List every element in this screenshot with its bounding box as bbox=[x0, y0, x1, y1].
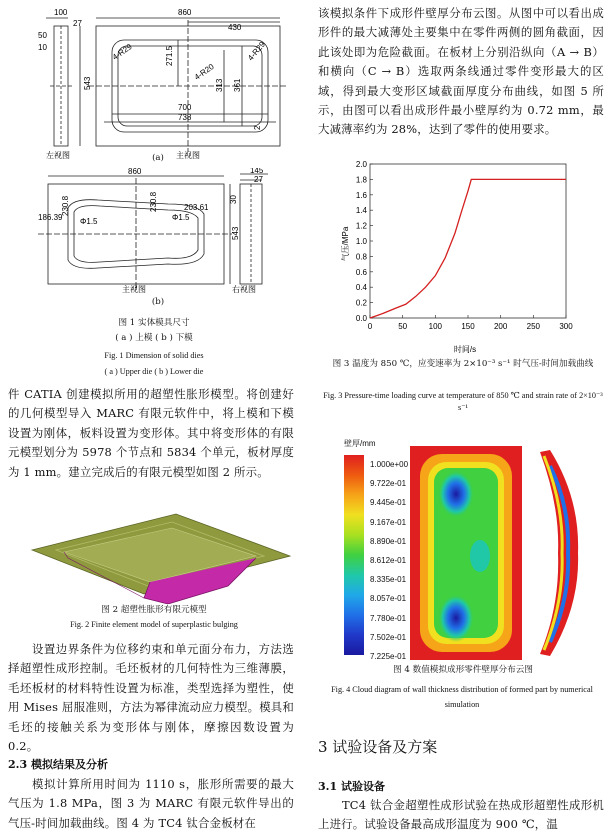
y-tick-label: 0.6 bbox=[355, 267, 367, 277]
figure-1-caption-en-sub: ( a ) Upper die ( b ) Lower die bbox=[104, 367, 204, 376]
legend-value: 7.780e-01 bbox=[370, 613, 407, 623]
legend-value: 8.612e-01 bbox=[370, 556, 407, 565]
figure-4-caption-cn: 图 4 数值模拟成形零件壁厚分布云图 bbox=[393, 665, 533, 675]
dim-phi-right: Φ1.5 bbox=[172, 213, 190, 222]
dim-430: 430 bbox=[228, 23, 242, 32]
dim-27: 27 bbox=[73, 19, 82, 28]
legend-value: 8.057e-01 bbox=[370, 594, 407, 604]
left-paragraph-2: 设置边界条件为位移约束和单元面分布力，方法选择超塑性成形控制。毛坯板材的几何特性为三维薄膜，毛坯板材的材料特性设置为标准，类型选择为塑性，使用 Mises 屈服准则，方法为幂律流动应力模型。模具和毛坯的接触关系为变形体与刚体，摩擦因数设置为 0.2。 bbox=[8, 642, 294, 754]
dim-700: 700 bbox=[178, 103, 192, 112]
dim-543-b: 543 bbox=[231, 226, 240, 240]
legend-value: 8.335e-01 bbox=[370, 575, 407, 585]
figure-1a-label: (a) bbox=[152, 153, 164, 163]
dim-313: 313 bbox=[215, 78, 224, 92]
right-view-label: 右视图 bbox=[232, 285, 256, 294]
dim-738: 738 bbox=[178, 113, 192, 122]
y-tick-label: 1.0 bbox=[355, 237, 367, 246]
right-paragraph-2: TC4 钛合金超塑性成形试验在热成形超塑性成形机上进行。试验设备最高成形温度为 900 ℃，温 bbox=[318, 798, 604, 832]
pressure-curve bbox=[370, 179, 566, 318]
section-3-heading: 3 试验设备及方案 bbox=[318, 738, 438, 756]
legend-title: 壁厚/mm bbox=[344, 439, 376, 448]
figure-2-caption-en: Fig. 2 Finite element model of superplastic bulging bbox=[70, 620, 238, 629]
dim-230-8-right: 230.8 bbox=[149, 191, 158, 212]
legend-value: 7.502e-01 bbox=[370, 632, 407, 642]
x-axis-label: 时间/s bbox=[453, 345, 477, 354]
y-tick-label: 0.2 bbox=[355, 298, 367, 308]
dim-271-5: 271.5 bbox=[165, 45, 174, 66]
x-tick-label: 300 bbox=[559, 322, 573, 331]
y-tick-label: 0.0 bbox=[355, 314, 367, 323]
right-paragraph-1: 该模拟条件下成形件壁厚分布云图。从图中可以看出成形件的最大减薄处主要集中在零件两侧的圆角截面，因此该处即为危险截面。在板材上分别沿纵向（A → B）和横向（C → B）选取两条线通过零件变形最大的区域，得到最大变形区域截面厚度分布曲线，如图 5 所示，由图可以看出成形件最小壁厚约为 0.72 mm，最大减薄率约为 28%，达到了零件的使用要求。 bbox=[318, 6, 604, 137]
main-view-label-a: 主视图 bbox=[176, 151, 200, 160]
dim-361: 361 bbox=[233, 78, 242, 92]
dim-186-39: 186.39 bbox=[38, 213, 63, 222]
section-2-3-heading: 2.3 模拟结果及分析 bbox=[8, 758, 108, 771]
figure-1-caption-en: Fig. 1 Dimension of solid dies bbox=[104, 351, 204, 360]
figure-4-caption-en: Fig. 4 Cloud diagram of wall thickness distribution of formed part by numerical simulation bbox=[331, 685, 593, 709]
dim-145: 145 bbox=[250, 168, 264, 175]
legend-value: 8.890e-01 bbox=[370, 536, 407, 546]
section-3-1-heading: 3.1 试验设备 bbox=[318, 780, 385, 793]
y-tick-label: 1.8 bbox=[355, 175, 367, 185]
dim-30: 30 bbox=[229, 195, 238, 204]
plot-frame bbox=[370, 164, 566, 318]
dim-2: 2 bbox=[253, 125, 262, 130]
left-view-label: 左视图 bbox=[46, 151, 70, 160]
x-tick-label: 150 bbox=[461, 322, 475, 331]
figure-1b-drawing bbox=[28, 168, 290, 308]
main-view-label-b: 主视图 bbox=[122, 285, 146, 294]
dim-203-61: 203.61 bbox=[184, 203, 209, 212]
x-tick-label: 250 bbox=[526, 322, 541, 331]
x-tick-label: 100 bbox=[428, 322, 443, 331]
figure-2-caption-cn: 图 2 超塑性胀形有限元模型 bbox=[101, 605, 207, 615]
dim-10: 10 bbox=[38, 43, 47, 52]
dim-50: 50 bbox=[38, 31, 47, 40]
figure-3-caption-en: Fig. 3 Pressure-time loading curve at temperature of 850 ℃ and strain rate of 2×10⁻³ s⁻¹ bbox=[323, 391, 603, 412]
x-tick-label: 50 bbox=[398, 322, 408, 331]
dim-860-b: 860 bbox=[128, 168, 142, 176]
figure-4-contour bbox=[410, 446, 600, 660]
dim-860: 860 bbox=[178, 8, 192, 17]
y-tick-label: 1.4 bbox=[355, 206, 367, 216]
y-axis-label: 气压/MPa bbox=[341, 226, 350, 262]
figure-1a-drawing bbox=[28, 6, 288, 166]
dim-543: 543 bbox=[83, 76, 92, 90]
figure-1-caption-cn: 图 1 实体模具尺寸 bbox=[118, 318, 190, 328]
x-tick-label: 0 bbox=[367, 322, 373, 331]
dim-27-b: 27 bbox=[254, 175, 263, 184]
legend-value: 7.225e-01 bbox=[370, 652, 407, 661]
figure-1-caption-cn-sub: ( a ) 上模 ( b ) 下模 bbox=[115, 333, 193, 343]
y-tick-label: 1.6 bbox=[355, 190, 367, 200]
x-tick-label: 200 bbox=[493, 322, 508, 331]
left-paragraph-3: 模拟计算所用时间为 1110 s，胀形所需要的最大气压为 1.8 MPa，图 3 为 MARC 有限元软件导出的气压-时间加载曲线。图 4 为 TC4 钛合金板材在 bbox=[8, 777, 294, 830]
figure-2-fe-model bbox=[28, 508, 292, 604]
dim-100: 100 bbox=[54, 8, 68, 17]
figure-1b-label: (b) bbox=[151, 297, 165, 307]
y-tick-label: 1.2 bbox=[355, 221, 367, 231]
y-tick-label: 0.4 bbox=[355, 283, 367, 293]
figure-3-chart bbox=[340, 156, 580, 356]
y-tick-label: 2.0 bbox=[355, 160, 367, 169]
dim-4-r29-right: 4-R29 bbox=[246, 39, 267, 63]
legend-value: 1.000e+00 bbox=[370, 460, 409, 469]
dim-230-8-left: 230.8 bbox=[61, 195, 70, 216]
y-tick-label: 0.8 bbox=[355, 252, 367, 262]
legend-color-bar bbox=[344, 455, 364, 655]
left-paragraph-1: 件 CATIA 创建模拟所用的超塑性胀形模型。将创建好的几何模型导入 MARC 有限元软件中，将上模和下模设置为刚体，板料设置为变形体。其中将变形体的有限元模型划分为 5978 个节点和 5834 个单元，板材厚度为 1 mm。建立完成后的有限元模型如图 2 所示。 bbox=[8, 387, 294, 479]
dim-phi-left: Φ1.5 bbox=[80, 217, 98, 226]
legend-value: 9.445e-01 bbox=[370, 498, 407, 508]
legend-value: 9.167e-01 bbox=[370, 517, 407, 527]
dim-4-r29-left: 4-R29 bbox=[110, 42, 134, 62]
dim-4-r20: 4-R20 bbox=[192, 62, 216, 82]
figure-3-caption-cn: 图 3 温度为 850 ℃，应变速率为 2×10⁻³ s⁻¹ 时气压-时间加载曲线 bbox=[332, 359, 594, 369]
legend-value: 9.722e-01 bbox=[370, 479, 407, 489]
